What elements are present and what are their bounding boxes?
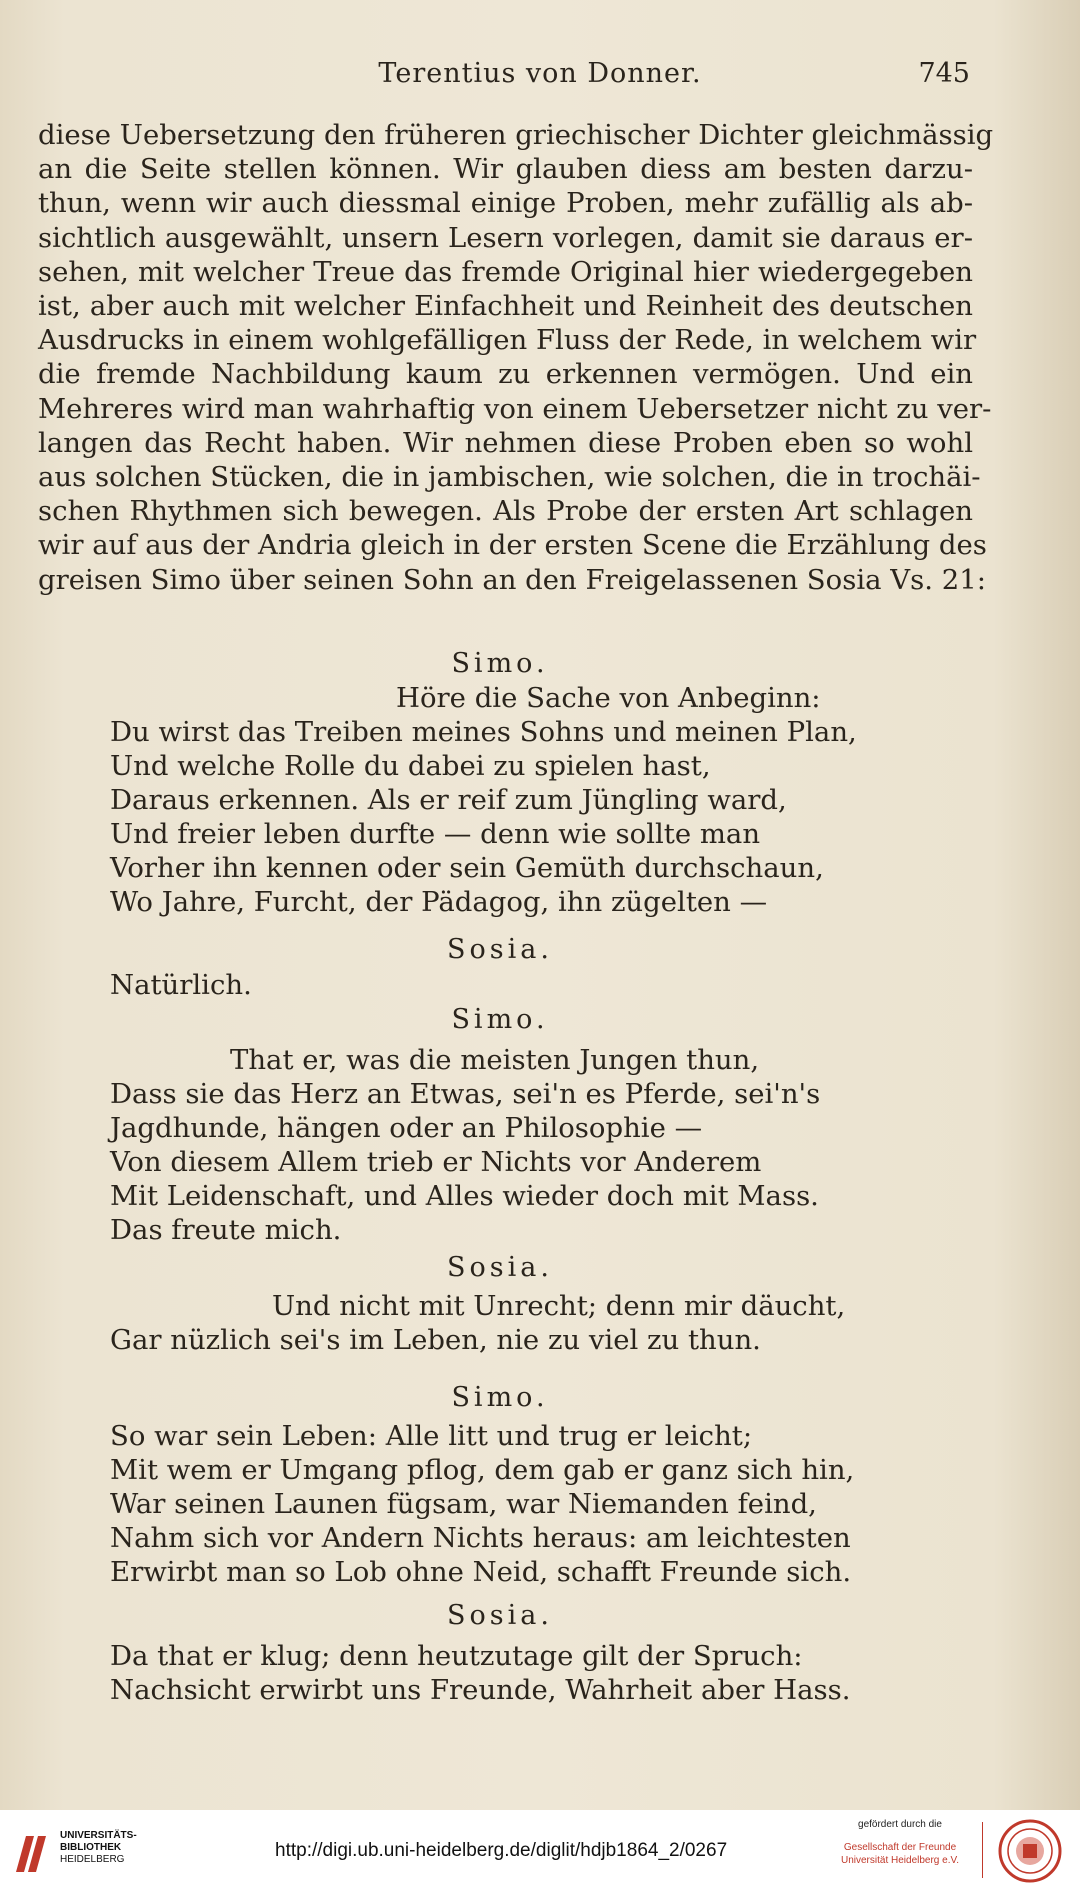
verse-line: Und freier leben durfte — denn wie sollte man	[110, 818, 761, 850]
verse-line: Natürlich.	[110, 969, 252, 1001]
verse-line: Du wirst das Treiben meines Sohns und meinen Plan,	[110, 716, 857, 748]
sponsor-label: gefördert durch die	[858, 1819, 942, 1830]
verse-line: Mit wem er Umgang pflog, dem gab er ganz sich hin,	[110, 1454, 855, 1486]
verse-line: Daraus erkennen. Als er reif zum Jüngling ward,	[110, 784, 787, 816]
verse-line: Jagdhunde, hängen oder an Philosophie —	[110, 1112, 703, 1144]
prose-line: an die Seite stellen können. Wir glauben diess am besten darzu-	[38, 153, 973, 186]
verse-line: Dass sie das Herz an Etwas, sei'n es Pferde, sei'n's	[110, 1078, 821, 1110]
speaker-label: Sosia.	[447, 1252, 553, 1283]
verse-line: Höre die Sache von Anbeginn:	[396, 682, 821, 714]
prose-line: sehen, mit welcher Treue das fremde Original hier wiedergegeben	[38, 255, 973, 288]
library-logo-icon	[12, 1832, 52, 1876]
prose-line: thun, wenn wir auch diessmal einige Proben, mehr zufällig als ab-	[38, 187, 973, 220]
verse-line: Vorher ihn kennen oder sein Gemüth durchschaun,	[110, 852, 824, 884]
sponsor-block	[820, 1818, 980, 1867]
sponsor-org-line: Universität Heidelberg e.V.	[840, 1855, 960, 1866]
verse-line: Nachsicht erwirbt uns Freunde, Wahrheit aber Hass.	[110, 1674, 851, 1706]
sponsor-org-line: Gesellschaft der Freunde	[843, 1842, 957, 1853]
prose-line: diese Uebersetzung den früheren griechischer Dichter gleichmässig	[38, 119, 994, 151]
prose-line: greisen Simo über seinen Sohn an den Freigelassenen Sosia Vs. 21:	[38, 563, 986, 596]
library-name-line: HEIDELBERG	[60, 1854, 125, 1865]
verse-line: So war sein Leben: Alle litt und trug er leicht;	[110, 1420, 753, 1452]
prose-line: aus solchen Stücken, die in jambischen, wie solchen, die in trochäi-	[38, 461, 981, 494]
verse-line: Das freute mich.	[110, 1214, 342, 1246]
speaker-label: Sosia.	[447, 1600, 553, 1631]
library-name-line: BIBLIOTHEK	[60, 1842, 122, 1853]
verse-line: Nahm sich vor Andern Nichts heraus: am leichtesten	[110, 1522, 851, 1554]
prose-line: schen Rhythmen sich bewegen. Als Probe der ersten Art schlagen	[38, 495, 973, 528]
verse-line: That er, was die meisten Jungen thun,	[230, 1044, 760, 1076]
prose-line: wir auf aus der Andria gleich in der ersten Scene die Erzählung des	[38, 529, 987, 562]
prose-line: sichtlich ausgewählt, unsern Lesern vorlegen, damit sie daraus er-	[38, 221, 973, 254]
verse-line: Wo Jahre, Furcht, der Pädagog, ihn zügelten —	[110, 886, 768, 918]
page-number: 745	[918, 58, 970, 89]
sponsor-org	[820, 1841, 980, 1867]
running-title: Terentius von Donner.	[378, 58, 702, 89]
prose-line: langen das Recht haben. Wir nehmen diese Proben eben so wohl	[38, 426, 973, 459]
prose-paragraph	[38, 118, 994, 597]
prose-line: Mehreres wird man wahrhaftig von einem Uebersetzer nicht zu ver-	[38, 392, 992, 425]
permalink-url[interactable]: http://digi.ub.uni-heidelberg.de/diglit/hdjb1864_2/0267	[275, 1840, 728, 1861]
prose-line: Ausdrucks in einem wohlgefälligen Fluss der Rede, in welchem wir	[38, 324, 977, 357]
verse-line: Und welche Rolle du dabei zu spielen hast,	[110, 750, 711, 782]
library-name-line: UNIVERSITÄTS-	[60, 1830, 137, 1841]
verse-line: Von diesem Allem trieb er Nichts vor Anderem	[110, 1146, 762, 1178]
speaker-label: Sosia.	[447, 934, 553, 965]
speaker-label: Simo.	[451, 1382, 549, 1413]
verse-line: Und nicht mit Unrecht; denn mir däucht,	[272, 1290, 846, 1322]
footer-bar	[0, 1810, 1080, 1887]
running-header	[110, 58, 970, 98]
speaker-label: Simo.	[451, 1004, 549, 1035]
footer-divider	[982, 1822, 983, 1878]
university-seal-icon	[995, 1818, 1065, 1884]
library-name	[60, 1830, 137, 1866]
speaker-label: Simo.	[451, 648, 549, 679]
verse-line: Erwirbt man so Lob ohne Neid, schafft Freunde sich.	[110, 1556, 852, 1588]
prose-line: ist, aber auch mit welcher Einfachheit und Reinheit des deutschen	[38, 290, 973, 323]
verse-line: Gar nüzlich sei's im Leben, nie zu viel zu thun.	[110, 1324, 761, 1356]
verse-line: War seinen Launen fügsam, war Niemanden feind,	[110, 1488, 817, 1520]
verse-line: Mit Leidenschaft, und Alles wieder doch mit Mass.	[110, 1180, 819, 1212]
verse-line: Da that er klug; denn heutzutage gilt der Spruch:	[110, 1640, 803, 1672]
prose-line: die fremde Nachbildung kaum zu erkennen vermögen. Und ein	[38, 358, 973, 391]
